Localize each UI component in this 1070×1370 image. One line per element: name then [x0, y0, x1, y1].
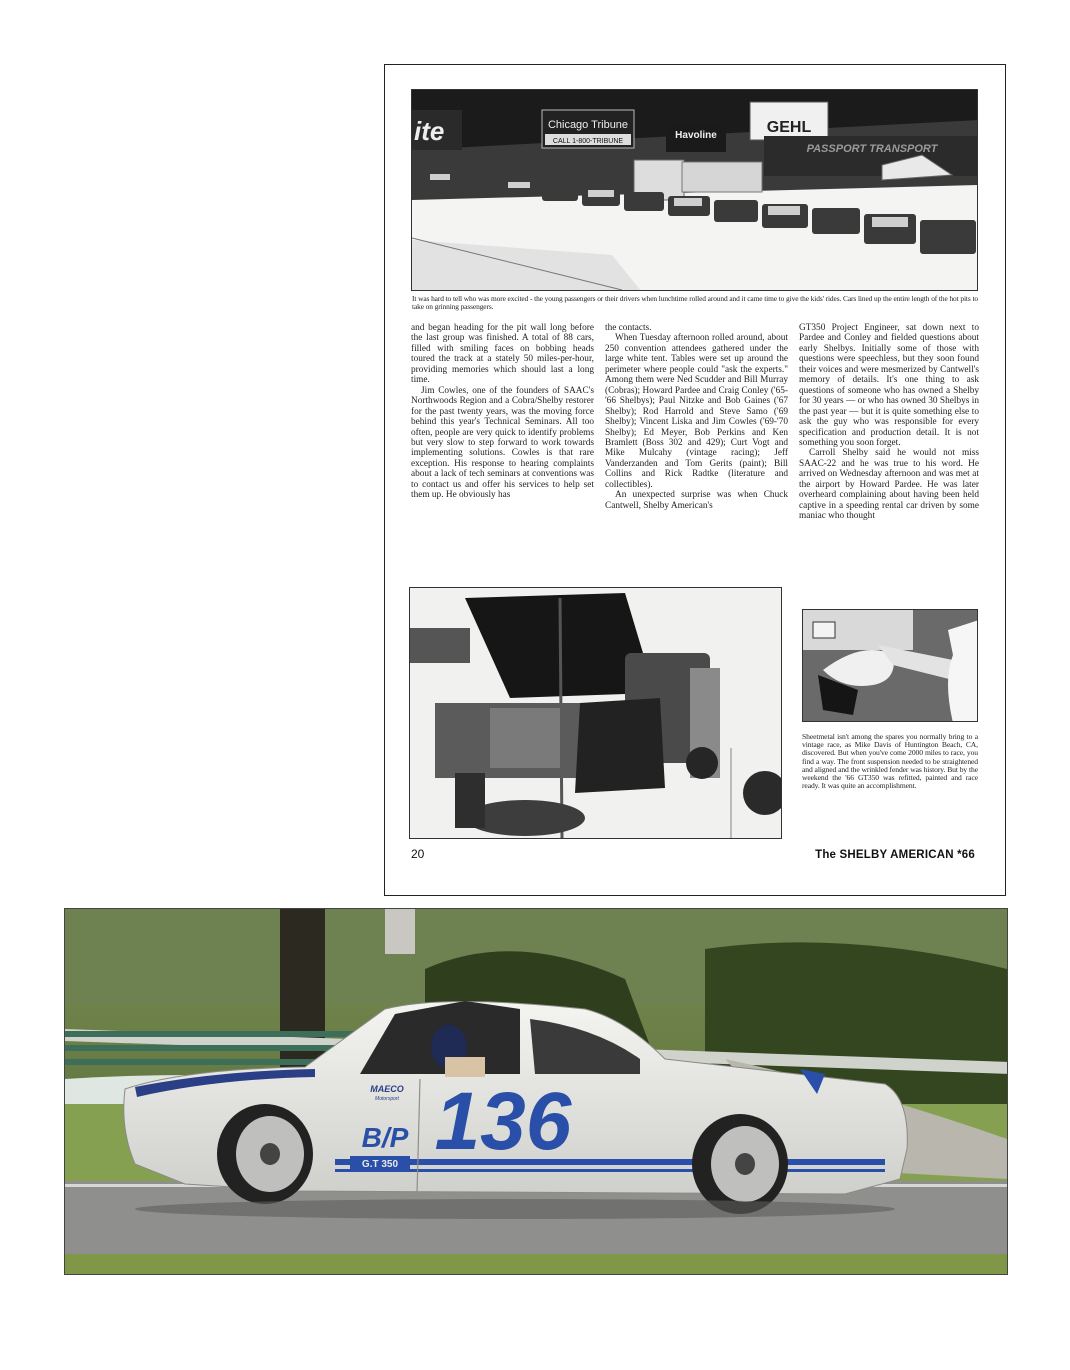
fender-illustration	[803, 610, 978, 722]
front-wheel	[217, 1104, 313, 1204]
paragraph: and began heading for the pit wall long before the last group was finished. A total of 88 cars, filled with smiling faces on bobbing heads toured the track at a stately 50 miles-per-hour, providing memories which should last a long time.	[411, 323, 594, 386]
photo-fender	[802, 609, 978, 722]
sign-gehl: GEHL	[766, 119, 812, 136]
sign-havoline: Havoline	[675, 130, 717, 141]
stripe-text: G.T 350	[361, 1159, 399, 1170]
magazine-page	[384, 64, 1006, 896]
article-column-1	[411, 323, 594, 501]
car-repair-illustration	[410, 588, 782, 839]
car-number: 136	[434, 1076, 572, 1167]
magazine-title: The SHELBY AMERICAN *66	[815, 849, 975, 861]
sponsor-maeco: MAECO	[370, 1084, 404, 1094]
pit-lane-illustration	[412, 90, 978, 291]
photo-caption-top: It was hard to tell who was more excited - the young passengers or their drivers when lunchtime rolled around and it came time to give the kids' rides. Cars lined up the entire length of the hot pits to take on grinning passengers.	[412, 294, 978, 311]
paragraph: Jim Cowles, one of the founders of SAAC's Northwoods Region and a Cobra/Shelby restorer for the past twenty years, was the moving force behind this year's Technical Seminars. All too often, people are very quick to identify problems but very slow to step forward to work towards implementing solutions. Cowles is that rare exception. His response to hearing complaints about a lack of tech seminars at conventions was to contact us and offer his services to help set them up. He obviously has	[411, 385, 594, 501]
article-column-3	[799, 323, 979, 522]
paragraph: Carroll Shelby said he would not miss SAAC-22 and he was true to his word. He arrived on Wednesday afternoon and was met at the airport by Howard Pardee. He was later overheard complaining about having been held captive in a speeding rental car driven by some maniac who thought	[799, 448, 979, 522]
sign-passport-transport: PASSPORT TRANSPORT	[806, 143, 938, 155]
photo-race-car	[64, 908, 1008, 1275]
rear-wheel	[692, 1114, 788, 1214]
sign-chicago-tribune: Chicago Tribune	[547, 119, 629, 131]
paragraph: An unexpected surprise was when Chuck Cantwell, Shelby American's	[605, 490, 788, 511]
sign-ite: ite	[414, 116, 445, 146]
paragraph: When Tuesday afternoon rolled around, about 250 convention attendees gathered under the large white tent. Tables were set up around the perimeter where people could "ask the experts." Among them were Ned Scudder and Bill Murray (Cobras); Howard Pardee and Craig Conley ('65-'66 Shelbys); Paul Nitzke and Bob Gaines ('67 Shelby); Rod Harrold and Steve Samo ('69 Shelby); Vincent Liska and Jim Cowles ('69-'70 Shelby); Ed Meyer, Bob Perkins and Ken Bramlett (Boss 302 and 429); Curt Vogt and Mike Mulcahy (vintage racing); Jeff Vanderzanden and Tom Gerits (paint); Bill Collins and Rick Radtke (literature and collectibles).	[605, 333, 788, 490]
paragraph: GT350 Project Engineer, sat down next to Pardee and Conley and fielded questions about early Shelbys. Initially some of those with questions were speechless, but they soon found their voices and were mesmerized by Cantwell's memory of details. It's one thing to ask questions of someone who has owned a Shelby for 30 years — or who has owned 30 Shelbys in the past year — but it is quite something else to ask the guy who was responsible for every specification and production detail. It is not something you soon forget.	[799, 323, 979, 448]
page-number: 20	[411, 847, 425, 861]
car-class: B/P	[361, 1122, 409, 1153]
paragraph: the contacts.	[605, 323, 652, 333]
sponsor-motorsport: Motorsport	[375, 1096, 399, 1102]
sign-tribune-phone: CALL 1-800-TRIBUNE	[552, 138, 624, 145]
photo-pit-lane	[411, 89, 978, 291]
article-column-2	[605, 323, 788, 511]
photo-caption-fender: Sheetmetal isn't among the spares you normally bring to a vintage race, as Mike Davis of Huntington Beach, CA, discovered. But when you've come 2000 miles to race, you find a way. The front suspension needed to be straightened and aligned and the wrinkled fender was history. But by the weekend the '66 GT350 was refitted, painted and race ready. It was quite an accomplishment.	[802, 732, 978, 791]
race-car-illustration	[65, 909, 1007, 1274]
photo-car-repair	[409, 587, 782, 839]
